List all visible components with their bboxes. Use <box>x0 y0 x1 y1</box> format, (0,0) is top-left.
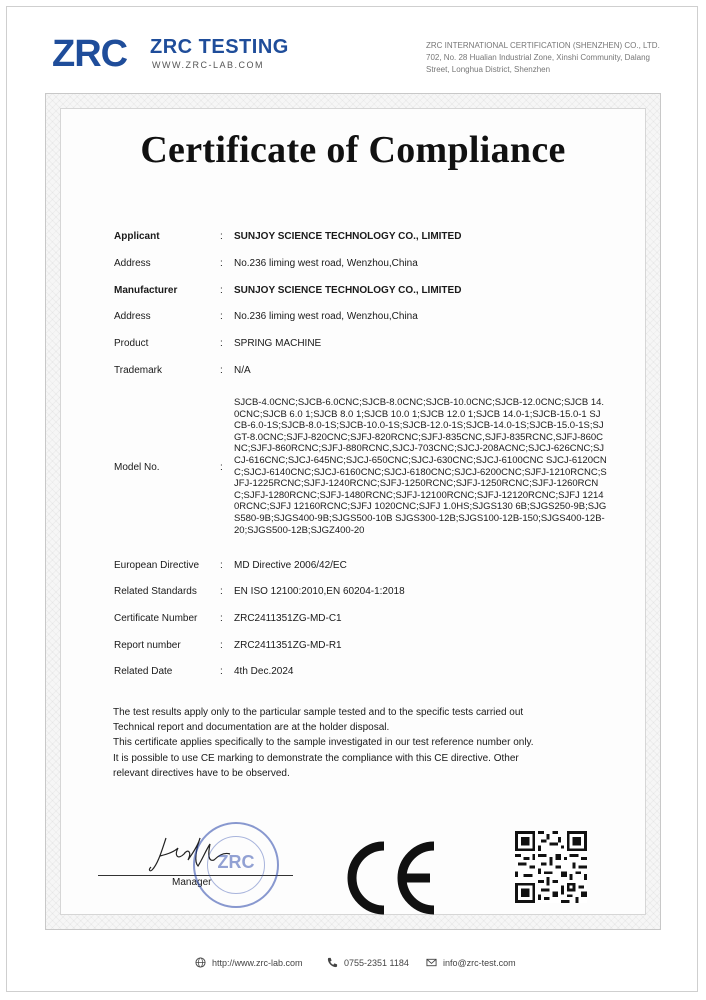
field-label: Certificate Number <box>114 613 198 624</box>
field-colon: : <box>220 338 223 349</box>
field-value: SUNJOY SCIENCE TECHNOLOGY CO., LIMITED <box>234 285 462 296</box>
field-colon: : <box>220 285 223 296</box>
field-colon: : <box>220 640 223 651</box>
mail-icon <box>426 957 437 968</box>
field-label: Manufacturer <box>114 285 178 296</box>
field-colon: : <box>220 462 223 473</box>
field-label: Related Standards <box>114 586 197 597</box>
footer-website <box>195 957 303 968</box>
globe-icon <box>195 957 206 968</box>
field-value: N/A <box>234 365 251 376</box>
field-colon: : <box>220 365 223 376</box>
field-value: MD Directive 2006/42/EC <box>234 560 347 571</box>
footer-website-text[interactable]: http://www.zrc-lab.com <box>212 958 303 968</box>
logo-website: WWW.ZRC-LAB.COM <box>152 60 264 70</box>
field-label: Related Date <box>114 666 173 677</box>
phone-icon <box>327 957 338 968</box>
logo-name: ZRC TESTING <box>150 36 289 58</box>
field-label: Trademark <box>114 365 162 376</box>
issuer-company: ZRC INTERNATIONAL CERTIFICATION (SHENZHEN) CO., LTD. <box>426 41 660 50</box>
logo-mark: ZRC <box>52 33 128 75</box>
field-label: European Directive <box>114 560 200 571</box>
company-stamp <box>193 822 279 908</box>
footer-phone <box>327 957 409 968</box>
note-line: Technical report and documentation are at the holder disposal. <box>113 722 390 734</box>
field-colon: : <box>220 586 223 597</box>
ce-mark-icon <box>340 838 440 918</box>
field-label: Report number <box>114 640 181 651</box>
field-label: Product <box>114 338 149 349</box>
note-line: The test results apply only to the particular sample tested and to the specific tests carried out <box>113 707 524 718</box>
notes-block <box>113 705 593 781</box>
field-colon: : <box>220 613 223 624</box>
field-colon: : <box>220 231 223 242</box>
note-line: relevant directives have to be observed. <box>113 767 290 779</box>
field-label: Model No. <box>114 462 160 473</box>
field-colon: : <box>220 560 223 571</box>
field-label: Address <box>114 258 151 269</box>
field-value: ZRC2411351ZG-MD-C1 <box>234 613 342 624</box>
field-value: 4th Dec.2024 <box>234 666 294 677</box>
model-list: SJCB-4.0CNC;SJCB-6.0CNC;SJCB-8.0CNC;SJCB-10.0CNC;SJCB-12.0CNC;SJCB 14.0CNC;SJCB 6.0 1;SJCB 8.0 1;SJCB 10.0 1;SJCB 12.0 1;SJCB 14.0-1;SJCB-15.0-1 SJCB-6.0-1S;SJCB-8.0-1S;SJCB-10.0-1S;SJCB-12.0-1S;SJCB-14.0-1S;SJCB-15.0-1S;SJGT-8.0CNC;SJFJ-820CNC;SJFJ-820RCNC;SJFJ-835CNC,SJFJ-835RCNC,SJFJ-860CNC;SJFJ-860RCNC;SJFJ-880RCNC,SJCJ-703CNC;SJCJ-208ACNC;SJCJ-626CNC;SJCJ-616CNC;SJCJ-645NC;SJCJ-650CNC;SJCJ-630CNC;SJCJ-6100CNC SJCJ-6120CNC;SJCJ-6140CNC;SJCJ-6160CNC;SJCJ-6180CNC;SJCJ-6200CNC;SJFJ-1210RCNC;SJFJ-1225RCNC;SJFJ-1240RCNC;SJFJ-1250RCNC;SJFJ-1250RCNC;SJFJ-1260RCNC;SJFJ-1280RCNC;SJFJ-1480RCNC;SJFJ-12100RCNC;SJFJ-12120RCNC;SJFJ 12140RCNC;SJFJ 12160RCNC;SJFJ 1020CNC;SJFJ 1.0HS;SJGS130 6B;SJGS250-9B;SJGS580-9B;SJGS400-9B;SJGS500-10B SJGS300-12B;SJGS100-12B-150;SJGS400-12B-20;SJGS500-12B;SJGZ400-20 <box>234 397 607 536</box>
field-colon: : <box>220 311 223 322</box>
field-value: SUNJOY SCIENCE TECHNOLOGY CO., LIMITED <box>234 231 462 242</box>
note-line: This certificate applies specifically to the sample investigated in our test reference number only. <box>113 737 534 749</box>
signature-role: Manager <box>172 877 212 888</box>
footer-email <box>426 957 516 968</box>
issuer-address: 702, No. 28 Hualian Industrial Zone, Xinshi Community, Dalang Street, Longhua District, Shenzhen <box>426 53 650 74</box>
issuer-block <box>426 40 666 76</box>
field-value: SPRING MACHINE <box>234 338 322 349</box>
field-label: Applicant <box>114 231 160 242</box>
qr-code-icon <box>515 831 587 903</box>
field-colon: : <box>220 258 223 269</box>
stamp-text: ZRC <box>217 852 255 872</box>
zrc-logo <box>52 32 289 76</box>
field-colon: : <box>220 666 223 677</box>
field-value: EN ISO 12100:2010,EN 60204-1:2018 <box>234 586 405 597</box>
footer-email-text[interactable]: info@zrc-test.com <box>443 958 516 968</box>
field-value: ZRC2411351ZG-MD-R1 <box>234 640 342 651</box>
field-value: No.236 liming west road, Wenzhou,China <box>234 311 418 322</box>
certificate-title: Certificate of Compliance <box>140 129 566 171</box>
footer-phone-text: 0755-2351 1184 <box>344 958 409 968</box>
field-label: Address <box>114 311 151 322</box>
note-line: It is possible to use CE marking to demonstrate the compliance with this CE directive. Other <box>113 752 519 764</box>
field-value: No.236 liming west road, Wenzhou,China <box>234 258 418 269</box>
